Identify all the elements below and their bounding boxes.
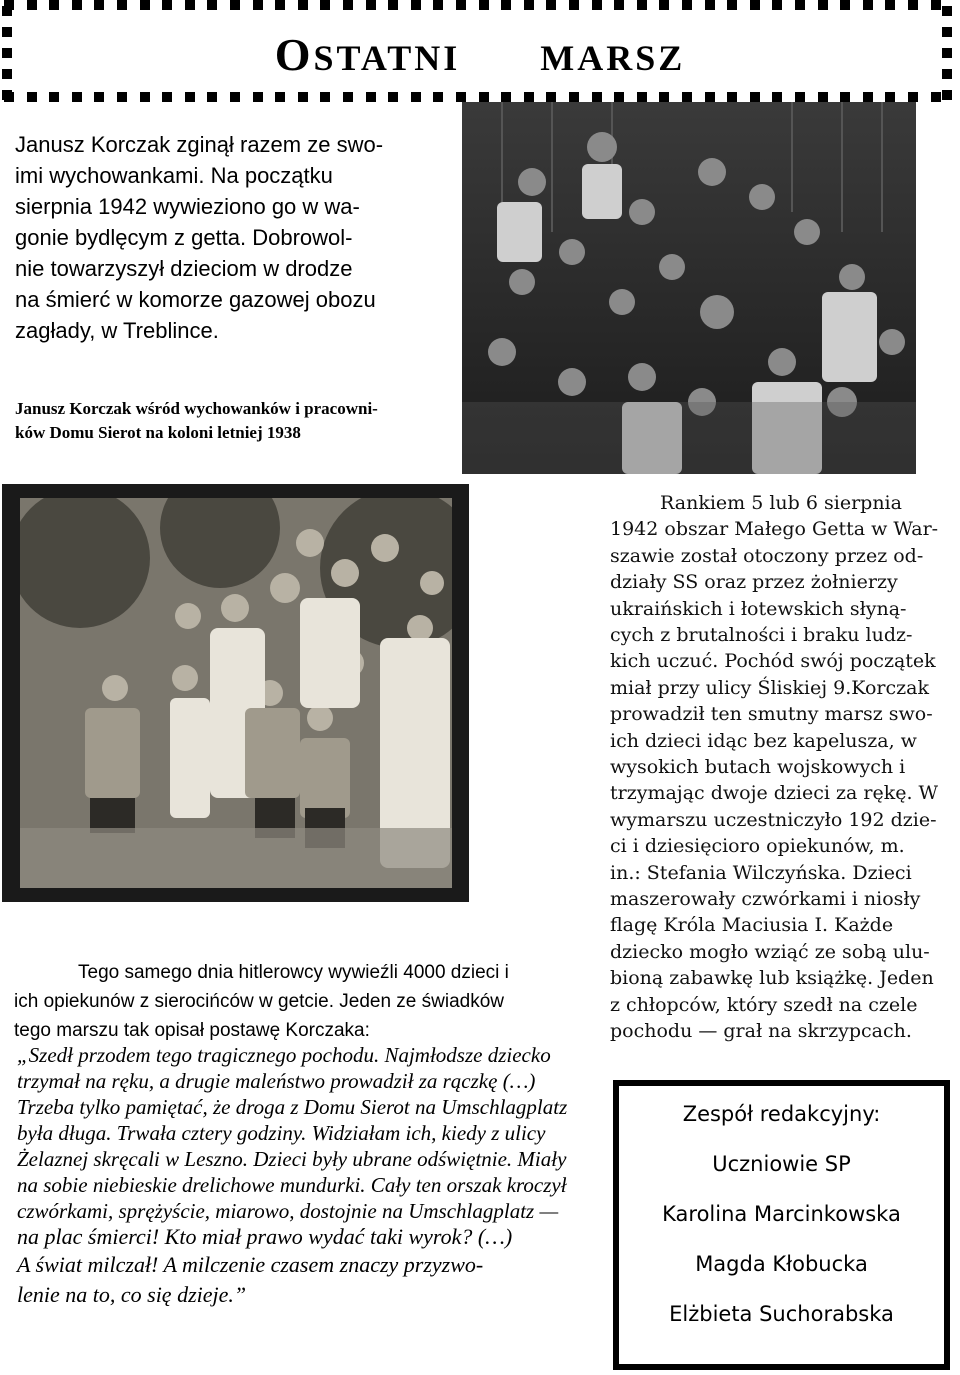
border-dot [185, 92, 195, 102]
border-dot [275, 0, 285, 10]
border-dot [546, 0, 556, 10]
lower-line: Tego samego dnia hitlerowcy wywieźli 4000 dzieci i [78, 962, 509, 983]
border-dot [840, 92, 850, 102]
border-dot [501, 92, 511, 102]
border-dot [72, 0, 82, 10]
border-dot [727, 0, 737, 10]
border-dot [140, 92, 150, 102]
border-dot [727, 92, 737, 102]
team-member: Elżbieta Suchorabska [669, 1302, 894, 1326]
border-dot [750, 0, 760, 10]
border-dot [614, 0, 624, 10]
right-line: działy SS oraz przez żołnierzy [610, 571, 898, 594]
border-dot [942, 6, 952, 16]
border-dot [931, 92, 941, 102]
border-dot [942, 90, 952, 100]
border-dot [637, 92, 647, 102]
border-dot [388, 0, 398, 10]
border-dot [705, 92, 715, 102]
border-dot [479, 92, 489, 102]
border-dot [569, 0, 579, 10]
border-dot [501, 0, 511, 10]
border-dot [411, 92, 421, 102]
group-photo-boys [462, 102, 916, 474]
right-line: 1942 obszar Małego Getta w War- [610, 518, 939, 541]
border-dot [49, 92, 59, 102]
right-line: bioną zabawkę lub książkę. Jeden [610, 967, 934, 990]
right-line: trzymając dwoje dzieci za rękę. W [610, 782, 939, 805]
lower-paragraph [14, 958, 604, 1045]
right-line: dziecko mogło wziąć ze sobą ulu- [610, 940, 930, 963]
right-line: wysokich butach wojskowych i [610, 756, 906, 779]
border-dot [162, 92, 172, 102]
border-dot [343, 0, 353, 10]
border-dot [388, 92, 398, 102]
title-word-2: MARSZ [540, 38, 686, 78]
border-dot [117, 0, 127, 10]
quote-line: Trzeba tylko pamiętać, że droga z Domu Sierot na Umschlagplatz [17, 1095, 568, 1119]
quote-line: trzymał na ręku, a drugie maleństwo prowadził za rączkę (…) [17, 1069, 536, 1093]
right-line: flagę Króla Maciusia I. Każde [610, 914, 894, 937]
border-dot [253, 0, 263, 10]
border-dot [49, 0, 59, 10]
border-dot [275, 92, 285, 102]
right-line: prowadził ten smutny marsz swo- [610, 703, 933, 726]
editorial-team-box [613, 1080, 950, 1370]
border-dot [818, 0, 828, 10]
right-column-body [610, 516, 960, 1044]
border-dot [140, 0, 150, 10]
quote-line: „Szedł przodem tego tragicznego pochodu. Najmłodsze dziecko [17, 1043, 551, 1067]
border-dot [682, 0, 692, 10]
photo-print [20, 498, 452, 888]
team-member: Magda Kłobucka [695, 1252, 868, 1276]
border-dot [750, 92, 760, 102]
right-line: maszerowały czwórkami i niosły [610, 888, 921, 911]
border-dot [320, 92, 330, 102]
border-dot [863, 0, 873, 10]
border-dot [524, 92, 534, 102]
border-dot [433, 0, 443, 10]
border-dot [456, 0, 466, 10]
border-dot [411, 0, 421, 10]
quote-line: na sobie niebieskie drelichowe mundurki. Cały ten orszak kroczył [17, 1173, 567, 1197]
border-dot [569, 92, 579, 102]
border-dot [366, 92, 376, 102]
border-dot [433, 92, 443, 102]
quote-line: była długa. Trwała cztery godziny. Widziałam ich, kiedy z ulicy [17, 1121, 546, 1145]
border-dot [546, 92, 556, 102]
right-line: in.: Stefania Wilczyńska. Dzieci [610, 861, 912, 884]
right-line: miał przy ulicy Śliskiej 9.Korczak [610, 676, 929, 699]
border-dot [840, 0, 850, 10]
right-line: kich uczuć. Pochód swój początek [610, 650, 936, 673]
border-dot [94, 0, 104, 10]
group-photo-colony [2, 484, 469, 902]
border-dot [885, 92, 895, 102]
border-dot [479, 0, 489, 10]
intro-paragraph [15, 129, 455, 346]
border-dot [230, 92, 240, 102]
border-dot [2, 90, 12, 100]
border-dot [705, 0, 715, 10]
border-dot [253, 92, 263, 102]
border-dot [117, 92, 127, 102]
quote-line: Żelaznej skręcali w Leszno. Dzieci były ubrane odświętnie. Miały [17, 1147, 567, 1171]
witness-quote [17, 1042, 607, 1310]
intro-line: zagłady, w Treblince. [15, 318, 219, 343]
quote-line: na plac śmierci! Kto miał prawo wydać taki wyrok? (…) [17, 1224, 513, 1249]
border-dot [27, 0, 37, 10]
border-dot [456, 92, 466, 102]
border-dot [592, 0, 602, 10]
border-dot [366, 0, 376, 10]
title-initial: O [274, 29, 314, 80]
border-dot [298, 0, 308, 10]
border-dot [2, 6, 12, 16]
border-dot [162, 0, 172, 10]
border-dot [343, 92, 353, 102]
border-dot [885, 0, 895, 10]
border-dot [818, 92, 828, 102]
border-dot [931, 0, 941, 10]
border-dot [772, 92, 782, 102]
border-dot [207, 0, 217, 10]
border-dot [908, 92, 918, 102]
caption-line: Janusz Korczak wśród wychowanków i pracowni- [15, 399, 378, 418]
quote-line: czwórkami, sprężyście, miarowo, dostojnie na Umschlagplatz — [17, 1199, 559, 1223]
intro-line: nie towarzyszył dzieciom w drodze [15, 256, 353, 281]
right-line: ukraińskich i łotewskich słyną- [610, 597, 907, 620]
team-member: Uczniowie SP [712, 1152, 851, 1176]
team-heading: Zespół redakcyjny: [682, 1102, 881, 1126]
intro-line: gonie bydlęcym z getta. Dobrowol- [15, 225, 353, 250]
border-dot [320, 0, 330, 10]
border-dot [659, 0, 669, 10]
border-dot [592, 92, 602, 102]
border-dot [659, 92, 669, 102]
quote-line: A świat milczał! A milczenie czasem znaczy przyzwo- [17, 1252, 484, 1277]
team-member: Karolina Marcinkowska [662, 1202, 901, 1226]
caption-line: ków Domu Sierot na koloni letniej 1938 [15, 423, 301, 442]
title-word-1: STATNI [313, 38, 461, 78]
border-dot [908, 0, 918, 10]
right-line: z chłopców, który szedł na czele [610, 993, 918, 1016]
border-dot [795, 92, 805, 102]
border-dot [298, 92, 308, 102]
right-column-text [606, 490, 956, 516]
intro-line: na śmierć w komorze gazowej obozu [15, 287, 376, 312]
title-border-top [0, 0, 960, 14]
lower-line: ich opiekunów z sierocińców w getcie. Jeden ze świadków [14, 991, 505, 1012]
border-dot [207, 92, 217, 102]
border-dot [94, 92, 104, 102]
intro-line: Janusz Korczak zginął razem ze swo- [15, 132, 384, 157]
border-dot [27, 92, 37, 102]
page-title [0, 28, 960, 81]
right-line: wymarszu uczestniczyło 192 dzie- [610, 808, 937, 831]
intro-line: imi wychowankami. Na początku [15, 163, 333, 188]
border-dot [230, 0, 240, 10]
right-line: cych z brutalności i braku ludz- [610, 624, 913, 647]
border-dot [637, 0, 647, 10]
border-dot [795, 0, 805, 10]
photo-caption [15, 397, 455, 445]
right-line: ich dzieci idąc bez kapelusza, w [610, 729, 917, 752]
border-dot [863, 92, 873, 102]
border-dot [772, 0, 782, 10]
right-line: pochodu — grał na skrzypcach. [610, 1020, 912, 1043]
border-dot [185, 0, 195, 10]
intro-line: sierpnia 1942 wywieziono go w wa- [15, 194, 360, 219]
quote-line: lenie na to, co się dzieje.” [17, 1282, 247, 1307]
border-dot [524, 0, 534, 10]
border-dot [614, 92, 624, 102]
border-dot [682, 92, 692, 102]
right-line: Rankiem 5 lub 6 sierpnia [660, 492, 902, 514]
right-line: ci i dziesięcioro opiekunów, m. [610, 835, 905, 858]
border-dot [72, 92, 82, 102]
right-line: szawie został otoczony przez od- [610, 544, 924, 567]
lower-line: tego marszu tak opisał postawę Korczaka: [14, 1020, 370, 1041]
